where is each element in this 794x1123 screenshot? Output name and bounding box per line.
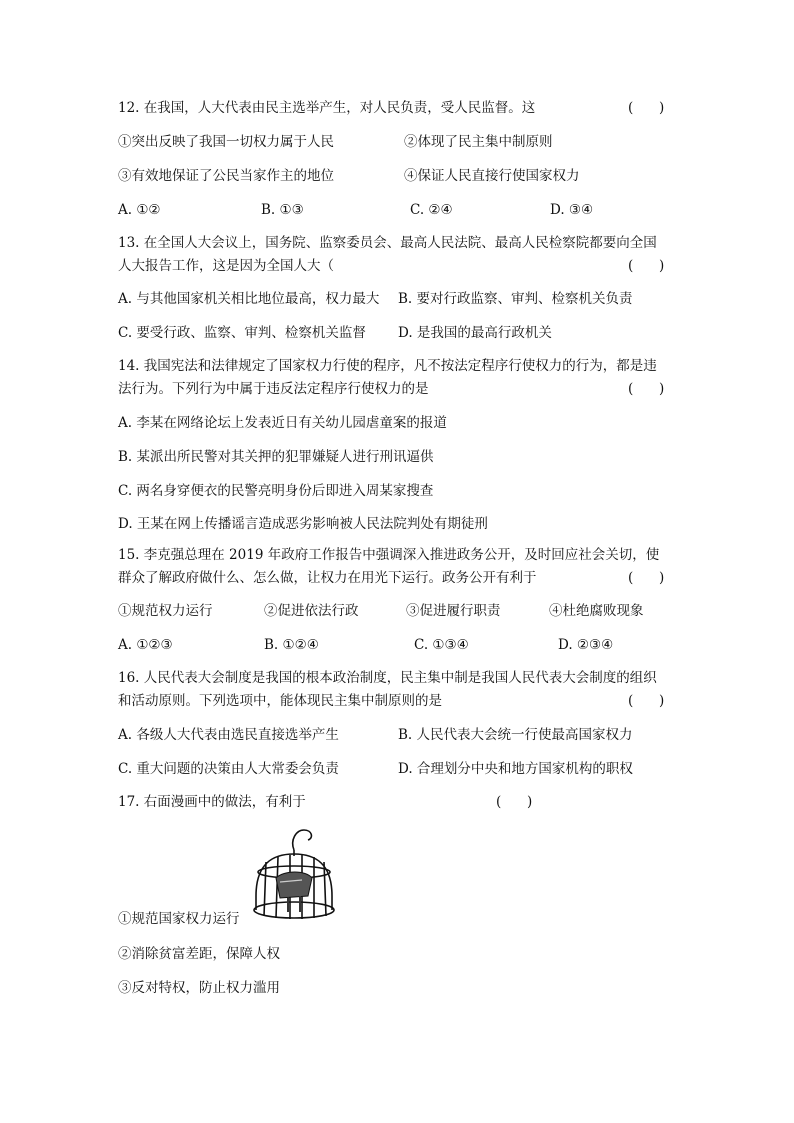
q16-stem-line2: 和活动原则。下列选项中，能体现民主集中制原则的是	[118, 693, 442, 709]
q15-item-3: ③促进履行职责	[406, 603, 501, 619]
q13-stem-line1: 13. 在全国人大会议上，国务院、监察委员会、最高人民法院、最高人民检察院都要向全国	[118, 235, 657, 251]
q16-choice-b: B. 人民代表大会统一行使最高国家权力	[398, 727, 633, 743]
q15-answer-paren: ( )	[628, 570, 665, 586]
q13-choice-d: D. 是我国的最高行政机关	[398, 325, 552, 341]
q14-choice-c: C. 两名身穿便衣的民警亮明身份后即进入周某家搜查	[118, 483, 434, 499]
q12-answer-paren: ( )	[628, 100, 665, 116]
q13-answer-paren: ( )	[628, 258, 665, 274]
q13-choice-c: C. 要受行政、监察、审判、检察机关监督	[118, 325, 366, 341]
q15-stem-line1: 15. 李克强总理在 2019 年政府工作报告中强调深入推进政务公开，及时回应社会关切，使	[118, 547, 660, 563]
q15-stem-line2: 群众了解政府做什么、怎么做，让权力在用光下运行。政务公开有利于	[118, 570, 537, 586]
q12-choice-c: C. ②④	[410, 202, 453, 218]
q15-choice-c: C. ①③④	[414, 637, 469, 653]
q16-stem-line1: 16. 人民代表大会制度是我国的根本政治制度，民主集中制是我国人民代表大会制度的组织	[118, 670, 657, 686]
q13-choice-b: B. 要对行政监察、审判、检察机关负责	[398, 291, 633, 307]
q15-choice-a: A. ①②③	[118, 637, 173, 653]
q14-choice-d: D. 王某在网上传播谣言造成恶劣影响被人民法院判处有期徒刑	[118, 516, 488, 532]
q12-stem: 12. 在我国，人大代表由民主选举产生，对人民负责，受人民监督。这	[118, 100, 536, 116]
q16-choice-c: C. 重大问题的决策由人大常委会负责	[118, 761, 339, 777]
q17-answer-paren: ( )	[496, 794, 533, 810]
q12-choice-d: D. ③④	[550, 202, 594, 218]
q12-choice-b: B. ①③	[261, 202, 304, 218]
q15-item-1: ①规范权力运行	[118, 603, 213, 619]
q17-item-2: ②消除贫富差距，保障人权	[118, 946, 280, 962]
q17-item-3: ③反对特权，防止权力滥用	[118, 980, 280, 996]
q15-choice-d: D. ②③④	[558, 637, 614, 653]
q15-item-4: ④杜绝腐败现象	[549, 603, 644, 619]
q16-choice-a: A. 各级人大代表由选民直接选举产生	[118, 727, 339, 743]
q12-item-2: ②体现了民主集中制原则	[404, 134, 553, 150]
q16-choice-d: D. 合理划分中央和地方国家机构的职权	[398, 761, 633, 777]
q13-choice-a: A. 与其他国家机关相比地位最高，权力最大	[118, 291, 380, 307]
q12-item-4: ④保证人民直接行使国家权力	[404, 168, 580, 184]
q17-item-1: ①规范国家权力运行	[118, 911, 240, 927]
q13-stem-line2: 人大报告工作，这是因为全国人大（	[118, 258, 334, 274]
q14-stem-line2: 法行为。下列行为中属于违反法定程序行使权力的是	[118, 381, 429, 397]
q14-answer-paren: ( )	[628, 381, 665, 397]
q14-choice-a: A. 李某在网络论坛上发表近日有关幼儿园虐童案的报道	[118, 415, 447, 431]
q16-answer-paren: ( )	[628, 693, 665, 709]
q14-stem-line1: 14. 我国宪法和法律规定了国家权力行使的程序，凡不按法定程序行使权力的行为，都是违	[118, 358, 657, 374]
q15-item-2: ②促进依法行政	[264, 603, 359, 619]
birdcage-cartoon	[250, 826, 338, 922]
q12-item-3: ③有效地保证了公民当家作主的地位	[118, 168, 334, 184]
q12-item-1: ①突出反映了我国一切权力属于人民	[118, 134, 334, 150]
q14-choice-b: B. 某派出所民警对其关押的犯罪嫌疑人进行刑讯逼供	[118, 449, 434, 465]
q15-choice-b: B. ①②④	[264, 637, 319, 653]
q17-stem: 17. 右面漫画中的做法，有利于	[118, 794, 306, 810]
q12-choice-a: A. ①②	[118, 202, 161, 218]
